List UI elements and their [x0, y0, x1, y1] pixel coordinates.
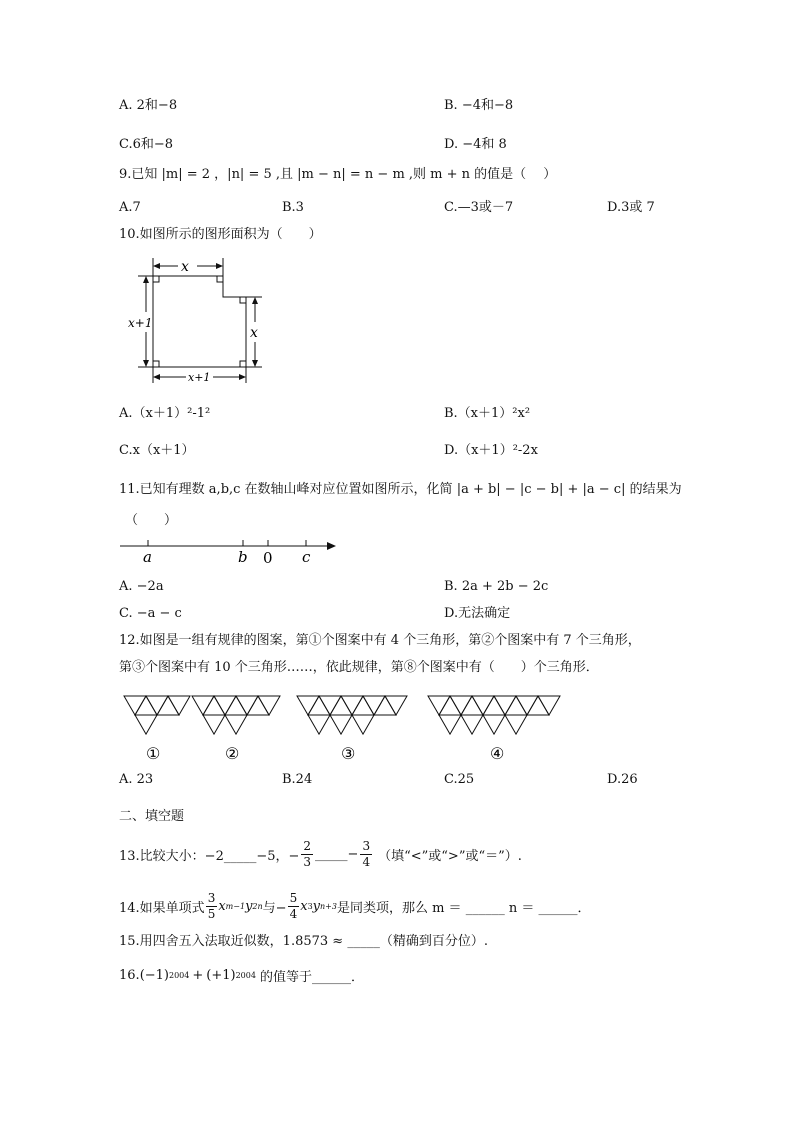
- q12-stem-line2: 第③个图案中有 10 个三角形……，依此规律，第⑧个图案中有（ ）个三角形．: [119, 660, 599, 675]
- q14-f1-den: 5: [207, 906, 216, 921]
- q12-figure-3-inner-triangle: [308, 696, 330, 715]
- q12-figure-2-inner-triangle: [225, 696, 247, 715]
- q8-option-a: A. 2和−8: [119, 98, 178, 113]
- q12-figure-label-4: ④: [490, 744, 505, 763]
- q12-figure-label-2: ②: [225, 744, 240, 763]
- q12-figure-4-inner-triangle: [472, 696, 494, 715]
- q8-option-c: C.6和−8: [119, 137, 174, 152]
- q10-option-c: C.x（x＋1）: [119, 443, 195, 458]
- q11-paren: （ ）: [125, 513, 178, 528]
- q12-figure-4-inner-triangle: [505, 696, 527, 715]
- q12-figure-1-inner-triangle: [135, 696, 157, 715]
- q12-figure-1-inner-triangle: [146, 696, 168, 715]
- q12-figure-4-bottom-triangle: [483, 715, 505, 734]
- q12-figure-4-inner-triangle: [494, 696, 516, 715]
- q12-figure-3-inner-triangle: [374, 696, 396, 715]
- q14-term1-x: x: [218, 898, 226, 914]
- q14-tail: 是同类项，那么 m ＝ ______ n ＝ ______．: [336, 900, 591, 916]
- q12-figure-3-inner-triangle: [363, 696, 385, 715]
- q13-frac2-den: 4: [362, 854, 371, 869]
- q8-option-b: B. −4和−8: [444, 98, 514, 113]
- q14-fraction-2: [288, 891, 300, 922]
- q16-exp1: 2004: [169, 970, 190, 980]
- q13-frac1-num: 2: [303, 838, 312, 853]
- section-title-fill-in: 二、填空题: [119, 809, 185, 824]
- q12-figure-4-bottom-triangle: [461, 715, 483, 734]
- q12-figure-3-bottom-triangle: [330, 715, 352, 734]
- q12-figure-3-right-wing: [385, 696, 407, 715]
- q16-base1: (−1): [139, 967, 169, 983]
- q14-f2-den: 4: [289, 906, 298, 921]
- q12-figure-1-right-wing: [168, 696, 190, 715]
- q11-axis-label-a: a: [143, 548, 152, 566]
- q13-mid: _____−: [315, 846, 359, 862]
- q12-figure-4-bottom-triangle: [439, 715, 461, 734]
- q14-mid: 与−: [262, 900, 287, 916]
- q14-fraction-1: [206, 891, 218, 922]
- q12-figure-3-bottom-triangle: [308, 715, 330, 734]
- q11-axis-label-b: b: [238, 548, 248, 566]
- q14-term2-y: y: [312, 898, 321, 914]
- q11-option-b: B. 2a + 2b − 2c: [444, 579, 549, 594]
- q16-exp2: 2004: [235, 970, 256, 980]
- q12-option-a: A. 23: [119, 772, 154, 787]
- q12-figure-1-left-wing: [124, 696, 146, 715]
- q15-text: 15.用四舍五入法取近似数，1.8573 ≈ _____（精确到百分位）.: [119, 934, 488, 949]
- q12-figure-4-inner-triangle: [527, 696, 549, 715]
- q12-figure-2-bottom-triangle: [225, 715, 247, 734]
- q12-figure-4-inner-triangle: [483, 696, 505, 715]
- q13-fraction-2: [360, 839, 372, 870]
- q14-term2-x: x: [300, 898, 308, 914]
- q12-figure-3-inner-triangle: [341, 696, 363, 715]
- q8-option-d: D. −4和 8: [444, 137, 507, 152]
- q12-figure-1-bottom-triangle: [135, 715, 157, 734]
- q12-figure-2-inner-triangle: [214, 696, 236, 715]
- q11-option-a: A. −2a: [119, 579, 164, 594]
- q12-figure-3-bottom-triangle: [352, 715, 374, 734]
- q9-option-c: C.—3或－7: [444, 200, 514, 215]
- q13-part1: 13.比较大小：−2_____−5，−: [119, 848, 300, 864]
- q14-f1-num: 3: [207, 890, 216, 905]
- q9-option-b: B.3: [282, 200, 304, 215]
- q12-figure-2-inner-triangle: [236, 696, 258, 715]
- q12-figure-label-3: ③: [341, 744, 356, 763]
- q11-axis-label-0: 0: [263, 549, 273, 567]
- q16-plus: +: [192, 967, 204, 983]
- q12-figure-4-inner-triangle: [450, 696, 472, 715]
- q11-axis-label-c: c: [302, 548, 311, 566]
- q12-figure-4-right-wing: [538, 696, 560, 715]
- q12-figure-label-1: ①: [146, 744, 161, 763]
- q12-figure-4-inner-triangle: [461, 696, 483, 715]
- q12-figure-4-left-wing: [428, 696, 450, 715]
- q14-term1b-exp: 2n: [252, 901, 263, 911]
- q11-option-c: C. −a − c: [119, 606, 182, 621]
- q11-stem: 11.已知有理数 a,b,c 在数轴山峰对应位置如图所示，化简 |a + b| − |c − b| + |a − c| 的结果为: [119, 482, 682, 497]
- q10-stem: 10.如图所示的图形面积为（ ）: [119, 227, 322, 242]
- q10-option-b: B.（x＋1）²x²: [444, 406, 531, 421]
- q14-line: [119, 886, 590, 926]
- q12-figure-2-inner-triangle: [203, 696, 225, 715]
- q12-option-d: D.26: [607, 772, 638, 787]
- q14-term2-exp: 3: [307, 901, 313, 911]
- q12-figure-2-left-wing: [192, 696, 214, 715]
- q12-figure-3-left-wing: [297, 696, 319, 715]
- q14-f2-num: 5: [289, 890, 298, 905]
- q16-line: [119, 960, 364, 990]
- q12-figure-3-inner-triangle: [330, 696, 352, 715]
- q12-stem-line1: 12.如图是一组有规律的图案，第①个图案中有 4 个三角形，第②个图案中有 7 个三角形，: [119, 633, 641, 648]
- q12-figure-2-bottom-triangle: [203, 715, 225, 734]
- q14-term1-y: y: [245, 898, 253, 914]
- q10-label-right: x: [250, 325, 258, 341]
- q12-figure-1-inner-triangle: [157, 696, 179, 715]
- q14-term2b-exp: n+3: [320, 901, 337, 911]
- q13-line: [119, 834, 522, 874]
- q12-option-c: C.25: [444, 772, 475, 787]
- q10-label-bottom: x+1: [188, 371, 211, 384]
- q13-fraction-1: [301, 839, 313, 870]
- q12-figure-3-inner-triangle: [319, 696, 341, 715]
- q13-frac2-num: 3: [362, 838, 371, 853]
- q13-part2: （填“<”或“>”或“＝”）.: [378, 848, 522, 864]
- q14-num: 14.如果单项式: [119, 900, 205, 916]
- q12-figure-2-right-wing: [258, 696, 280, 715]
- q12-figure-4-inner-triangle: [439, 696, 461, 715]
- q11-option-d: D.无法确定: [444, 606, 511, 621]
- q10-option-a: A.（x＋1）²-1²: [119, 406, 211, 421]
- q12-figure-3-inner-triangle: [352, 696, 374, 715]
- q12-figure-2-inner-triangle: [247, 696, 269, 715]
- q12-figure-4-bottom-triangle: [505, 715, 527, 734]
- q9-option-a: A.7: [119, 200, 141, 215]
- q13-frac1-den: 3: [303, 854, 312, 869]
- q16-base2: (+1): [206, 967, 236, 983]
- q14-term1-exp: m−1: [225, 901, 246, 911]
- q9-option-d: D.3或 7: [607, 200, 655, 215]
- q10-option-d: D.（x＋1）²-2x: [444, 443, 538, 458]
- q12-figure-4-inner-triangle: [516, 696, 538, 715]
- q9-stem: 9.已知 |m| = 2 ，|n| = 5 ,且 |m − n| = n − m ,则 m + n 的值是（ ）: [119, 167, 557, 182]
- q16-pre: 16.: [119, 967, 140, 983]
- q10-label-top: x: [181, 259, 189, 275]
- q16-tail: 的值等于______．: [259, 969, 364, 985]
- q12-option-b: B.24: [282, 772, 313, 787]
- q10-label-left: x+1: [128, 316, 153, 330]
